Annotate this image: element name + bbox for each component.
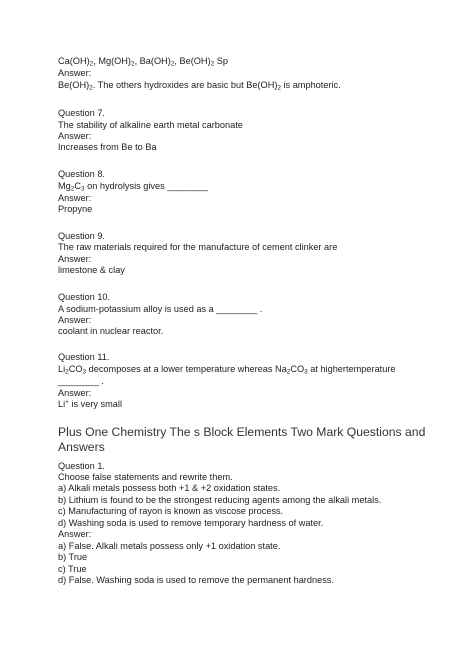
question-1-label: Question 1.: [58, 461, 105, 471]
question-11-answer-label: Answer:: [58, 388, 92, 398]
question-8-answer-label: Answer:: [58, 193, 92, 203]
prev-question-text: $Ca(OH)_2$, $Mg(OH)_2$, $Ba(OH)_2$, $Be(OH)_2$ Sp: [58, 56, 228, 68]
question-7-answer: Increases from Be to Ba: [58, 142, 157, 152]
question-11-answer: Li+ is very small: [58, 399, 122, 409]
question-8-label: Question 8.: [58, 169, 105, 179]
question-10-answer: coolant in nuclear reactor.: [58, 326, 164, 336]
question-1-option-b: b) Lithium is found to be the strongest reducing agents among the alkali metals.: [58, 495, 382, 505]
question-7-text: The stability of alkaline earth metal carbonate: [58, 120, 243, 130]
question-9-answer-label: Answer:: [58, 254, 92, 264]
section-heading-line-2: Answers: [58, 440, 105, 454]
question-9-text: The raw materials required for the manufacture of cement clinker are: [58, 242, 338, 252]
question-7-answer-label: Answer:: [58, 131, 92, 141]
question-11-label: Question 11.: [58, 352, 110, 362]
question-1-option-a: a) Alkali metals possess both +1 & +2 oxidation states.: [58, 483, 281, 493]
question-1-answer-a: a) False. Alkali metals possess only +1 oxidation state.: [58, 541, 281, 551]
question-1-answer-b: b) True: [58, 552, 88, 562]
question-1-answer-d: d) False. Washing soda is used to remove the permanent hardness.: [58, 575, 334, 585]
question-10-answer-label: Answer:: [58, 315, 92, 325]
question-1-option-d: d) Washing soda is used to remove temporary hardness of water.: [58, 518, 324, 528]
question-9-label: Question 9.: [58, 231, 105, 241]
question-10-text: A sodium-potassium alloy is used as a ________ .: [58, 304, 263, 314]
question-8-answer: Propyne: [58, 204, 93, 214]
question-1-prompt: Choose false statements and rewrite them.: [58, 472, 233, 482]
question-10-label: Question 10.: [58, 292, 111, 302]
prev-answer-text: $Be(OH)_2$. The others hydroxides are basic but $Be(OH)_2$ is amphoteric.: [58, 80, 341, 92]
question-1-option-c: c) Manufacturing of rayon is known as viscose process.: [58, 506, 284, 516]
question-1-answer-c: c) True: [58, 564, 87, 574]
question-11-text: $Li_2CO_3$ decomposes at a lower temperature whereas $Na_2CO_3$ at highertemperature: [58, 364, 396, 376]
question-11-text-continued: ________ .: [58, 376, 104, 386]
prev-answer-label: Answer:: [58, 68, 92, 78]
question-8-text: $Mg_2C_3$ on hydrolysis gives ________: [58, 181, 209, 193]
section-heading-line-1: Plus One Chemistry The s Block Elements Two Mark Questions and: [58, 425, 426, 439]
question-1-answer-label: Answer:: [58, 529, 92, 539]
question-7-label: Question 7.: [58, 108, 105, 118]
question-9-answer: limestone & clay: [58, 265, 125, 275]
